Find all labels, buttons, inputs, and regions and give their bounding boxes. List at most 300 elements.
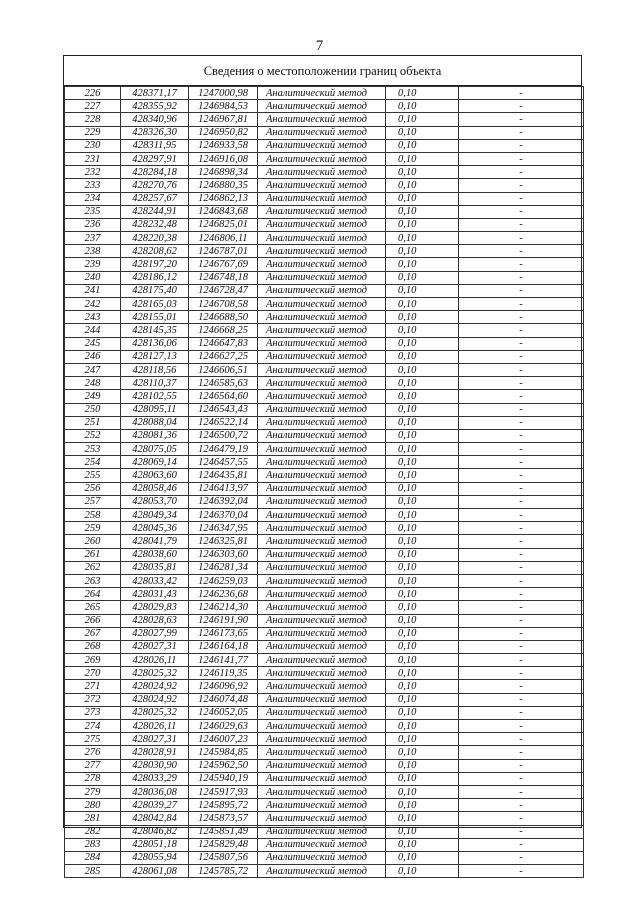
cell-coord-x: 428046,82 — [121, 825, 189, 838]
table-row — [65, 152, 584, 165]
cell-note: - — [459, 535, 584, 548]
cell-coord-x: 428053,70 — [121, 495, 189, 508]
cell-point-number: 235 — [65, 205, 121, 218]
cell-point-number: 249 — [65, 390, 121, 403]
table-row — [65, 337, 584, 350]
cell-point-number: 281 — [65, 812, 121, 825]
cell-coord-y: 1246564,60 — [189, 390, 258, 403]
cell-coord-y: 1246052,05 — [189, 706, 258, 719]
cell-point-number: 278 — [65, 772, 121, 785]
cell-coord-x: 428284,18 — [121, 166, 189, 179]
cell-note: - — [459, 218, 584, 231]
cell-accuracy: 0,10 — [386, 429, 459, 442]
cell-point-number: 232 — [65, 166, 121, 179]
cell-coord-x: 428118,56 — [121, 363, 189, 376]
cell-method: Аналитический метод — [258, 113, 386, 126]
cell-point-number: 280 — [65, 799, 121, 812]
table-row — [65, 693, 584, 706]
cell-accuracy: 0,10 — [386, 535, 459, 548]
table-row — [65, 350, 584, 363]
cell-method: Аналитический метод — [258, 429, 386, 442]
cell-point-number: 275 — [65, 733, 121, 746]
cell-coord-y: 1246967,81 — [189, 113, 258, 126]
cell-coord-y: 1246119,35 — [189, 667, 258, 680]
cell-note: - — [459, 851, 584, 864]
cell-point-number: 279 — [65, 785, 121, 798]
cell-point-number: 268 — [65, 640, 121, 653]
cell-coord-x: 428297,91 — [121, 152, 189, 165]
cell-note: - — [459, 87, 584, 100]
cell-point-number: 239 — [65, 258, 121, 271]
table-row — [65, 429, 584, 442]
cell-coord-y: 1246164,18 — [189, 640, 258, 653]
cell-accuracy: 0,10 — [386, 87, 459, 100]
cell-accuracy: 0,10 — [386, 324, 459, 337]
cell-coord-x: 428028,63 — [121, 614, 189, 627]
cell-point-number: 259 — [65, 522, 121, 535]
table-row — [65, 851, 584, 864]
cell-point-number: 252 — [65, 429, 121, 442]
cell-note: - — [459, 509, 584, 522]
table-row — [65, 324, 584, 337]
cell-method: Аналитический метод — [258, 838, 386, 851]
table-row — [65, 614, 584, 627]
cell-coord-x: 428045,36 — [121, 522, 189, 535]
cell-point-number: 245 — [65, 337, 121, 350]
table-row — [65, 654, 584, 667]
cell-coord-y: 1246303,60 — [189, 548, 258, 561]
cell-coord-x: 428136,06 — [121, 337, 189, 350]
cell-accuracy: 0,10 — [386, 166, 459, 179]
cell-coord-y: 1246728,47 — [189, 284, 258, 297]
cell-note: - — [459, 205, 584, 218]
cell-accuracy: 0,10 — [386, 680, 459, 693]
cell-point-number: 241 — [65, 284, 121, 297]
cell-coord-x: 428027,31 — [121, 640, 189, 653]
cell-coord-y: 1246435,81 — [189, 469, 258, 482]
cell-coord-y: 1246933,58 — [189, 139, 258, 152]
cell-note: - — [459, 733, 584, 746]
table-row — [65, 245, 584, 258]
table-row — [65, 680, 584, 693]
cell-method: Аналитический метод — [258, 271, 386, 284]
cell-point-number: 271 — [65, 680, 121, 693]
cell-method: Аналитический метод — [258, 337, 386, 350]
cell-method: Аналитический метод — [258, 416, 386, 429]
coordinates-table-body — [65, 87, 584, 878]
cell-method: Аналитический метод — [258, 390, 386, 403]
cell-point-number: 282 — [65, 825, 121, 838]
table-row — [65, 865, 584, 878]
cell-point-number: 240 — [65, 271, 121, 284]
table-row — [65, 363, 584, 376]
cell-coord-x: 428175,40 — [121, 284, 189, 297]
cell-accuracy: 0,10 — [386, 245, 459, 258]
cell-method: Аналитический метод — [258, 509, 386, 522]
cell-note: - — [459, 495, 584, 508]
cell-coord-x: 428355,92 — [121, 100, 189, 113]
cell-note: - — [459, 390, 584, 403]
cell-coord-x: 428029,83 — [121, 601, 189, 614]
cell-method: Аналитический метод — [258, 561, 386, 574]
cell-note: - — [459, 126, 584, 139]
table-row — [65, 298, 584, 311]
cell-method: Аналитический метод — [258, 746, 386, 759]
cell-coord-x: 428208,62 — [121, 245, 189, 258]
cell-coord-y: 1246347,95 — [189, 522, 258, 535]
cell-accuracy: 0,10 — [386, 838, 459, 851]
cell-coord-x: 428031,43 — [121, 588, 189, 601]
cell-note: - — [459, 403, 584, 416]
cell-coord-x: 428042,84 — [121, 812, 189, 825]
cell-coord-y: 1246392,04 — [189, 495, 258, 508]
table-row — [65, 640, 584, 653]
cell-coord-x: 428081,36 — [121, 429, 189, 442]
table-row — [65, 456, 584, 469]
cell-coord-y: 1246647,83 — [189, 337, 258, 350]
table-row — [65, 588, 584, 601]
cell-note: - — [459, 100, 584, 113]
cell-point-number: 285 — [65, 865, 121, 878]
cell-coord-y: 1245984,85 — [189, 746, 258, 759]
cell-note: - — [459, 825, 584, 838]
cell-method: Аналитический метод — [258, 680, 386, 693]
cell-accuracy: 0,10 — [386, 443, 459, 456]
cell-coord-x: 428257,67 — [121, 192, 189, 205]
table-row — [65, 232, 584, 245]
cell-accuracy: 0,10 — [386, 706, 459, 719]
cell-note: - — [459, 377, 584, 390]
cell-coord-y: 1246479,19 — [189, 443, 258, 456]
cell-point-number: 234 — [65, 192, 121, 205]
cell-note: - — [459, 245, 584, 258]
cell-method: Аналитический метод — [258, 456, 386, 469]
cell-point-number: 236 — [65, 218, 121, 231]
cell-accuracy: 0,10 — [386, 284, 459, 297]
cell-coord-y: 1246141,77 — [189, 654, 258, 667]
cell-method: Аналитический метод — [258, 311, 386, 324]
cell-accuracy: 0,10 — [386, 588, 459, 601]
cell-method: Аналитический метод — [258, 100, 386, 113]
cell-coord-x: 428027,99 — [121, 627, 189, 640]
cell-accuracy: 0,10 — [386, 825, 459, 838]
table-row — [65, 535, 584, 548]
table-row — [65, 139, 584, 152]
cell-accuracy: 0,10 — [386, 469, 459, 482]
cell-note: - — [459, 139, 584, 152]
cell-coord-x: 428033,42 — [121, 574, 189, 587]
cell-accuracy: 0,10 — [386, 772, 459, 785]
cell-method: Аналитический метод — [258, 87, 386, 100]
cell-accuracy: 0,10 — [386, 654, 459, 667]
coordinates-table — [64, 86, 584, 878]
cell-accuracy: 0,10 — [386, 785, 459, 798]
cell-accuracy: 0,10 — [386, 390, 459, 403]
cell-coord-x: 428340,96 — [121, 113, 189, 126]
cell-method: Аналитический метод — [258, 258, 386, 271]
cell-method: Аналитический метод — [258, 482, 386, 495]
cell-note: - — [459, 706, 584, 719]
cell-accuracy: 0,10 — [386, 258, 459, 271]
cell-method: Аналитический метод — [258, 152, 386, 165]
cell-point-number: 267 — [65, 627, 121, 640]
cell-coord-y: 1246236,68 — [189, 588, 258, 601]
cell-note: - — [459, 720, 584, 733]
table-row — [65, 495, 584, 508]
cell-accuracy: 0,10 — [386, 232, 459, 245]
cell-accuracy: 0,10 — [386, 139, 459, 152]
cell-coord-y: 1246787,01 — [189, 245, 258, 258]
cell-coord-y: 1245829,48 — [189, 838, 258, 851]
cell-point-number: 257 — [65, 495, 121, 508]
cell-method: Аналитический метод — [258, 350, 386, 363]
cell-method: Аналитический метод — [258, 693, 386, 706]
cell-coord-x: 428041,79 — [121, 535, 189, 548]
cell-point-number: 248 — [65, 377, 121, 390]
cell-method: Аналитический метод — [258, 245, 386, 258]
cell-method: Аналитический метод — [258, 522, 386, 535]
cell-point-number: 227 — [65, 100, 121, 113]
cell-note: - — [459, 680, 584, 693]
cell-method: Аналитический метод — [258, 469, 386, 482]
cell-coord-x: 428025,32 — [121, 667, 189, 680]
cell-note: - — [459, 166, 584, 179]
cell-point-number: 260 — [65, 535, 121, 548]
cell-method: Аналитический метод — [258, 126, 386, 139]
page-number: 7 — [315, 38, 324, 54]
cell-method: Аналитический метод — [258, 166, 386, 179]
cell-point-number: 238 — [65, 245, 121, 258]
table-row — [65, 561, 584, 574]
cell-accuracy: 0,10 — [386, 337, 459, 350]
cell-coord-x: 428220,38 — [121, 232, 189, 245]
cell-point-number: 251 — [65, 416, 121, 429]
cell-point-number: 246 — [65, 350, 121, 363]
cell-coord-x: 428039,27 — [121, 799, 189, 812]
table-row — [65, 601, 584, 614]
cell-coord-y: 1246259,03 — [189, 574, 258, 587]
cell-method: Аналитический метод — [258, 179, 386, 192]
cell-method: Аналитический метод — [258, 865, 386, 878]
cell-coord-x: 428088,04 — [121, 416, 189, 429]
cell-coord-y: 1245917,93 — [189, 785, 258, 798]
cell-accuracy: 0,10 — [386, 205, 459, 218]
cell-point-number: 229 — [65, 126, 121, 139]
cell-coord-y: 1246074,48 — [189, 693, 258, 706]
cell-note: - — [459, 812, 584, 825]
cell-coord-y: 1246606,51 — [189, 363, 258, 376]
cell-point-number: 274 — [65, 720, 121, 733]
cell-point-number: 265 — [65, 601, 121, 614]
cell-accuracy: 0,10 — [386, 350, 459, 363]
cell-point-number: 228 — [65, 113, 121, 126]
cell-note: - — [459, 654, 584, 667]
cell-method: Аналитический метод — [258, 205, 386, 218]
cell-point-number: 233 — [65, 179, 121, 192]
cell-method: Аналитический метод — [258, 720, 386, 733]
cell-accuracy: 0,10 — [386, 759, 459, 772]
cell-accuracy: 0,10 — [386, 495, 459, 508]
cell-coord-y: 1246898,34 — [189, 166, 258, 179]
cell-coord-y: 1246500,72 — [189, 429, 258, 442]
cell-coord-y: 1245962,50 — [189, 759, 258, 772]
cell-point-number: 244 — [65, 324, 121, 337]
table-title: Сведения о местоположении границ объекта — [64, 56, 581, 86]
table-row — [65, 746, 584, 759]
table-row — [65, 166, 584, 179]
cell-note: - — [459, 640, 584, 653]
cell-point-number: 247 — [65, 363, 121, 376]
cell-coord-y: 1246413,97 — [189, 482, 258, 495]
cell-coord-x: 428270,76 — [121, 179, 189, 192]
cell-point-number: 283 — [65, 838, 121, 851]
cell-method: Аналитический метод — [258, 192, 386, 205]
cell-accuracy: 0,10 — [386, 482, 459, 495]
cell-coord-x: 428186,12 — [121, 271, 189, 284]
cell-method: Аналитический метод — [258, 443, 386, 456]
cell-coord-x: 428051,18 — [121, 838, 189, 851]
cell-coord-y: 1246214,30 — [189, 601, 258, 614]
cell-coord-x: 428026,11 — [121, 654, 189, 667]
table-row — [65, 838, 584, 851]
cell-method: Аналитический метод — [258, 574, 386, 587]
cell-coord-y: 1247000,98 — [189, 87, 258, 100]
table-row — [65, 218, 584, 231]
cell-point-number: 264 — [65, 588, 121, 601]
cell-coord-x: 428061,08 — [121, 865, 189, 878]
table-row — [65, 825, 584, 838]
cell-coord-y: 1246880,35 — [189, 179, 258, 192]
cell-coord-x: 428102,55 — [121, 390, 189, 403]
cell-coord-y: 1246825,01 — [189, 218, 258, 231]
cell-coord-x: 428025,32 — [121, 706, 189, 719]
cell-accuracy: 0,10 — [386, 720, 459, 733]
cell-note: - — [459, 799, 584, 812]
cell-note: - — [459, 865, 584, 878]
cell-coord-x: 428033,29 — [121, 772, 189, 785]
cell-point-number: 284 — [65, 851, 121, 864]
cell-coord-x: 428024,92 — [121, 693, 189, 706]
cell-coord-y: 1245895,72 — [189, 799, 258, 812]
cell-accuracy: 0,10 — [386, 522, 459, 535]
cell-method: Аналитический метод — [258, 812, 386, 825]
cell-accuracy: 0,10 — [386, 733, 459, 746]
cell-coord-y: 1245785,72 — [189, 865, 258, 878]
cell-coord-x: 428326,30 — [121, 126, 189, 139]
cell-note: - — [459, 746, 584, 759]
cell-accuracy: 0,10 — [386, 416, 459, 429]
cell-note: - — [459, 469, 584, 482]
cell-accuracy: 0,10 — [386, 865, 459, 878]
cell-coord-y: 1246668,25 — [189, 324, 258, 337]
cell-note: - — [459, 363, 584, 376]
cell-method: Аналитический метод — [258, 799, 386, 812]
cell-accuracy: 0,10 — [386, 799, 459, 812]
cell-accuracy: 0,10 — [386, 614, 459, 627]
cell-coord-y: 1246984,53 — [189, 100, 258, 113]
table-row — [65, 720, 584, 733]
table-row — [65, 482, 584, 495]
table-row — [65, 390, 584, 403]
cell-coord-x: 428028,91 — [121, 746, 189, 759]
cell-coord-y: 1245807,56 — [189, 851, 258, 864]
cell-coord-y: 1246806,11 — [189, 232, 258, 245]
cell-note: - — [459, 271, 584, 284]
cell-method: Аналитический метод — [258, 772, 386, 785]
cell-note: - — [459, 179, 584, 192]
cell-point-number: 253 — [65, 443, 121, 456]
cell-note: - — [459, 298, 584, 311]
cell-point-number: 254 — [65, 456, 121, 469]
cell-point-number: 226 — [65, 87, 121, 100]
cell-coord-y: 1246007,23 — [189, 733, 258, 746]
cell-method: Аналитический метод — [258, 706, 386, 719]
cell-coord-y: 1245940,19 — [189, 772, 258, 785]
table-row — [65, 271, 584, 284]
cell-point-number: 237 — [65, 232, 121, 245]
cell-accuracy: 0,10 — [386, 298, 459, 311]
table-row — [65, 179, 584, 192]
cell-coord-y: 1246843,68 — [189, 205, 258, 218]
cell-method: Аналитический метод — [258, 588, 386, 601]
cell-coord-y: 1246543,43 — [189, 403, 258, 416]
table-row — [65, 812, 584, 825]
cell-coord-x: 428049,34 — [121, 509, 189, 522]
cell-method: Аналитический метод — [258, 733, 386, 746]
cell-accuracy: 0,10 — [386, 113, 459, 126]
table-row — [65, 706, 584, 719]
cell-accuracy: 0,10 — [386, 601, 459, 614]
cell-method: Аналитический метод — [258, 548, 386, 561]
cell-coord-x: 428095,11 — [121, 403, 189, 416]
cell-coord-x: 428024,92 — [121, 680, 189, 693]
boundary-table-frame — [63, 55, 582, 877]
table-row — [65, 799, 584, 812]
table-row — [65, 100, 584, 113]
cell-method: Аналитический метод — [258, 363, 386, 376]
cell-coord-x: 428027,31 — [121, 733, 189, 746]
cell-point-number: 243 — [65, 311, 121, 324]
cell-note: - — [459, 627, 584, 640]
cell-note: - — [459, 772, 584, 785]
cell-coord-x: 428055,94 — [121, 851, 189, 864]
cell-accuracy: 0,10 — [386, 456, 459, 469]
cell-method: Аналитический метод — [258, 825, 386, 838]
cell-accuracy: 0,10 — [386, 311, 459, 324]
cell-coord-y: 1246916,08 — [189, 152, 258, 165]
cell-accuracy: 0,10 — [386, 126, 459, 139]
table-row — [65, 205, 584, 218]
cell-accuracy: 0,10 — [386, 403, 459, 416]
table-row — [65, 403, 584, 416]
cell-accuracy: 0,10 — [386, 548, 459, 561]
cell-coord-y: 1246029,63 — [189, 720, 258, 733]
cell-coord-x: 428110,37 — [121, 377, 189, 390]
cell-point-number: 270 — [65, 667, 121, 680]
cell-coord-y: 1246688,50 — [189, 311, 258, 324]
cell-method: Аналитический метод — [258, 654, 386, 667]
cell-note: - — [459, 113, 584, 126]
cell-accuracy: 0,10 — [386, 271, 459, 284]
cell-accuracy: 0,10 — [386, 179, 459, 192]
table-row — [65, 772, 584, 785]
cell-coord-x: 428244,91 — [121, 205, 189, 218]
cell-coord-y: 1246370,04 — [189, 509, 258, 522]
cell-coord-x: 428026,11 — [121, 720, 189, 733]
cell-note: - — [459, 429, 584, 442]
cell-point-number: 231 — [65, 152, 121, 165]
cell-note: - — [459, 667, 584, 680]
